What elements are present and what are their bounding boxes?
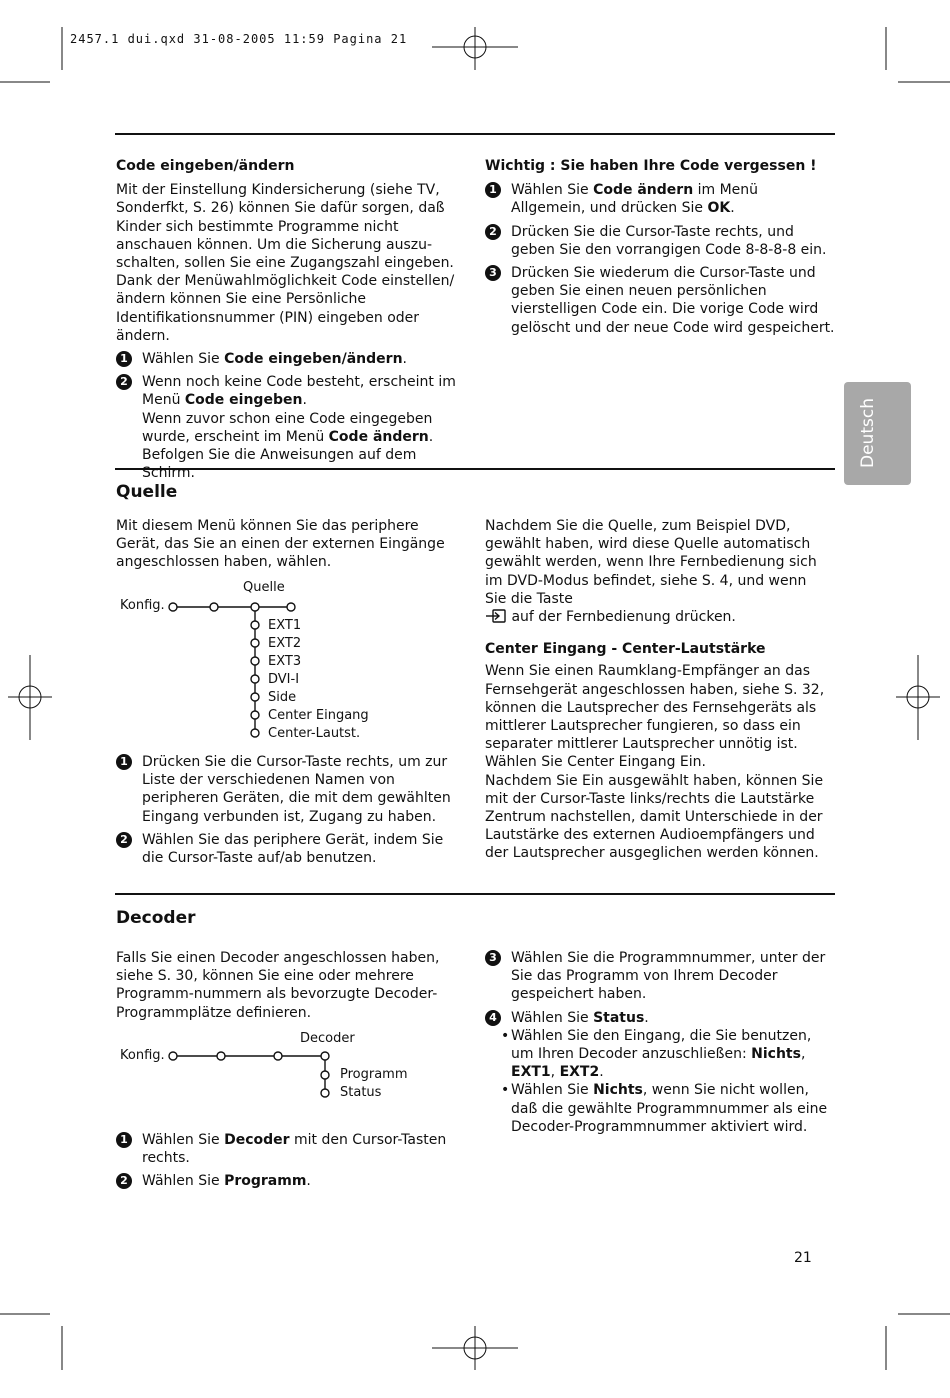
step-text: Drücken Sie die Cursor-Taste rechts, um zur Liste der verschiedenen Namen von peripheren Geräten, die mit dem gewählten Eingang verbunden ist, Zugang zu haben. — [142, 754, 451, 825]
decoder-step-1 — [116, 1131, 461, 1167]
step-number-icon: 1 — [116, 754, 132, 770]
step-text: Wählen Sie — [511, 1009, 594, 1026]
step-number-icon: 1 — [485, 182, 501, 198]
source-key-icon — [485, 609, 507, 623]
center-text: Wenn Sie einen Raumklang-Empfänger an das Fernsehgerät angeschlossen haben, siehe S. 32, können die Lautsprecher des Fernsehgeräts als mittlerer Lautsprecher fungieren, so dass ein separater mittlerer Lautsprecher unnötig ist. — [485, 663, 825, 753]
step-term: OK — [707, 200, 731, 217]
step-number-icon: 1 — [116, 1132, 132, 1148]
forgot-step-2 — [485, 223, 835, 259]
menu-item: Status — [340, 1085, 382, 1100]
step-term: Code ändern — [328, 428, 429, 445]
step-text: Wählen Sie die Programmnummer, unter der Sie das Programm von Ihrem Decoder gespeichert haben. — [511, 950, 826, 1003]
page-number: 21 — [794, 1250, 812, 1266]
step-text: Drücken Sie die Cursor-Taste rechts, und geben Sie den vorrangigen Code 8-8-8-8 ein. — [511, 223, 827, 258]
quelle-right-column — [485, 517, 830, 863]
center-text: Wählen Sie Center Eingang Ein. — [485, 754, 706, 771]
step-text: . — [644, 1009, 649, 1026]
quelle-intro: Mit diesem Menü können Sie das periphere Gerät, das Sie an einen der externen Eingänge angeschlossen haben, wählen. — [116, 518, 445, 571]
bullet-text: Wählen Sie den Eingang, die Sie benutzen, um Ihren Decoder anzuschließen: — [511, 1027, 812, 1063]
section-rule — [115, 893, 835, 895]
step-number-icon: 2 — [116, 1173, 132, 1189]
step-text: . — [730, 200, 735, 217]
step-term: Programm — [224, 1173, 307, 1190]
step-term: Code eingeben/ändern — [224, 351, 403, 368]
step-number-icon: 1 — [116, 351, 132, 367]
decoder-steps-left — [116, 1126, 461, 1191]
menu-item: Center-Lautst. — [268, 726, 361, 741]
center-heading: Center Eingang - Center-Lautstärke — [485, 641, 766, 658]
forgot-heading: Wichtig : Sie haben Ihre Code vergessen ! — [485, 158, 817, 174]
bullet-text: Wählen Sie — [511, 1082, 594, 1099]
paragraph-text: Nachdem Sie die Quelle, zum Beispiel DVD, gewählt haben, wird diese Quelle automatisch gewählt werden, wenn Ihre Fernbedienung sich im DVD-Modus befindet, siehe S. 4, und wenn Sie die Taste — [485, 518, 817, 607]
bullet-term: Nichts — [751, 1046, 801, 1063]
step-text: . — [402, 351, 407, 368]
code-heading: Code eingeben/ändern — [116, 158, 295, 174]
step-term: Code ändern — [593, 182, 694, 199]
step-term: Status — [593, 1009, 645, 1026]
menu-item: EXT2 — [268, 636, 302, 651]
step-term: Decoder — [224, 1132, 290, 1148]
menu-root-label: Konfig. — [120, 1048, 165, 1063]
step-text: Wählen Sie — [142, 1132, 225, 1148]
language-tab — [844, 382, 911, 485]
step-number-icon: 2 — [116, 374, 132, 390]
menu-item: Programm — [340, 1067, 408, 1082]
code-intro: Mit der Einstellung Kindersicherung (siehe TV, Sonderfkt, S. 26) können Sie dafür sorgen, daß Kinder sich bestimmte Programme nicht anschauen können. Um die Sicherung auszu-schalten, sollen Sie eine Zugangszahl eingeben. Dank der Menüwahlmöglichkeit Code einstellen/ändern können Sie eine Persönliche Identifikationsnummer (PIN) eingeben oder ändern. — [116, 182, 455, 344]
bullet-text: , — [800, 1046, 806, 1063]
step-number-icon: 3 — [485, 265, 501, 281]
menu-root-label: Konfig. — [120, 598, 165, 613]
step-text: im Menü Allgemein, und drücken Sie — [511, 182, 759, 217]
step-number-icon: 2 — [116, 832, 132, 848]
menu-item: Center Eingang — [268, 708, 369, 723]
menu-item: DVI-I — [268, 672, 300, 687]
step-text: Drücken Sie wiederum die Cursor-Taste und geben Sie einen neuen persönlichen vierstelligen Code ein. Die vorige Code wird gelöscht und der neue Code wird gespeichert. — [511, 265, 835, 336]
menu-item: EXT1 — [268, 618, 302, 633]
step-number-icon: 4 — [485, 1010, 501, 1026]
forgot-step-1 — [485, 181, 835, 217]
bullet-text: , wenn Sie nicht wollen, daß die gewählte Programmnummer als eine Decoder-Programmnummer aktiviert wird. — [511, 1082, 828, 1135]
decoder-step-3 — [485, 949, 830, 1004]
decoder-bullet-1 — [485, 1027, 830, 1082]
decoder-steps-right — [485, 944, 830, 1136]
menu-title-label: Decoder — [300, 1031, 355, 1046]
step-number-icon: 3 — [485, 950, 501, 966]
paragraph-text: auf der Fernbedienung drücken. — [507, 609, 736, 626]
code-step-2 — [116, 373, 468, 482]
decoder-intro: Falls Sie einen Decoder angeschlossen haben, siehe S. 30, können Sie eine oder mehrere Programm-nummern als bevorzugte Decoder-Programmplätze definieren. — [116, 950, 440, 1021]
language-tab-label: Deutsch — [858, 398, 878, 468]
step-text: mit den Cursor-Tasten rechts. — [142, 1132, 447, 1167]
bullet-term: EXT1 — [511, 1064, 551, 1081]
step-number-icon: 2 — [485, 224, 501, 240]
step-text: Wählen Sie — [142, 1173, 225, 1190]
code-step-1 — [116, 350, 468, 368]
print-slug: 2457.1 dui.qxd 31-08-2005 11:59 Pagina 21 — [70, 32, 408, 46]
center-text: Nachdem Sie Ein ausgewählt haben, können Sie mit der Cursor-Taste links/rechts die Lautstärke Zentrum nachstellen, damit Unterschiede in der Lautstärke des externen Audioempfängers und der Lautsprecher ausgeglichen werden können. — [485, 772, 824, 862]
step-text: Wählen Sie — [142, 351, 225, 368]
bullet-text: . — [599, 1064, 604, 1081]
forgot-code-section — [485, 157, 835, 337]
step-text: Wenn noch keine Code besteht, erscheint im Menü — [142, 374, 456, 409]
step-term: Code eingeben — [184, 392, 303, 409]
step-text: Wenn zuvor schon eine Code eingegeben wurde, erscheint im Menü — [142, 410, 433, 445]
decoder-bullet-2 — [485, 1081, 830, 1136]
menu-title-label: Quelle — [243, 580, 285, 595]
decoder-menu-diagram — [160, 1048, 340, 1103]
quelle-step-1 — [116, 753, 461, 826]
step-text: Befolgen Sie die Anweisungen auf dem Schirm. — [142, 447, 417, 482]
decoder-step-2 — [116, 1172, 461, 1190]
decoder-step-4 — [485, 1009, 830, 1027]
step-text: . — [428, 428, 434, 445]
bullet-term: Nichts — [593, 1082, 643, 1099]
bullet-term: EXT2 — [559, 1064, 600, 1081]
menu-item: Side — [268, 690, 297, 705]
bullet-text: , — [550, 1064, 560, 1081]
quelle-right-text — [485, 517, 830, 626]
step-text: . — [306, 1173, 311, 1190]
step-text: Wählen Sie — [511, 182, 594, 199]
menu-item: EXT3 — [268, 654, 302, 669]
quelle-steps — [116, 748, 461, 867]
quelle-heading: Quelle — [116, 482, 178, 502]
step-text: Wählen Sie das periphere Gerät, indem Sie die Cursor-Taste auf/ab benutzen. — [142, 831, 444, 867]
step-text: . — [302, 392, 307, 409]
quelle-step-2 — [116, 831, 461, 867]
code-section — [116, 157, 468, 482]
decoder-heading: Decoder — [116, 908, 196, 928]
section-rule — [115, 133, 835, 135]
forgot-step-3 — [485, 264, 835, 337]
